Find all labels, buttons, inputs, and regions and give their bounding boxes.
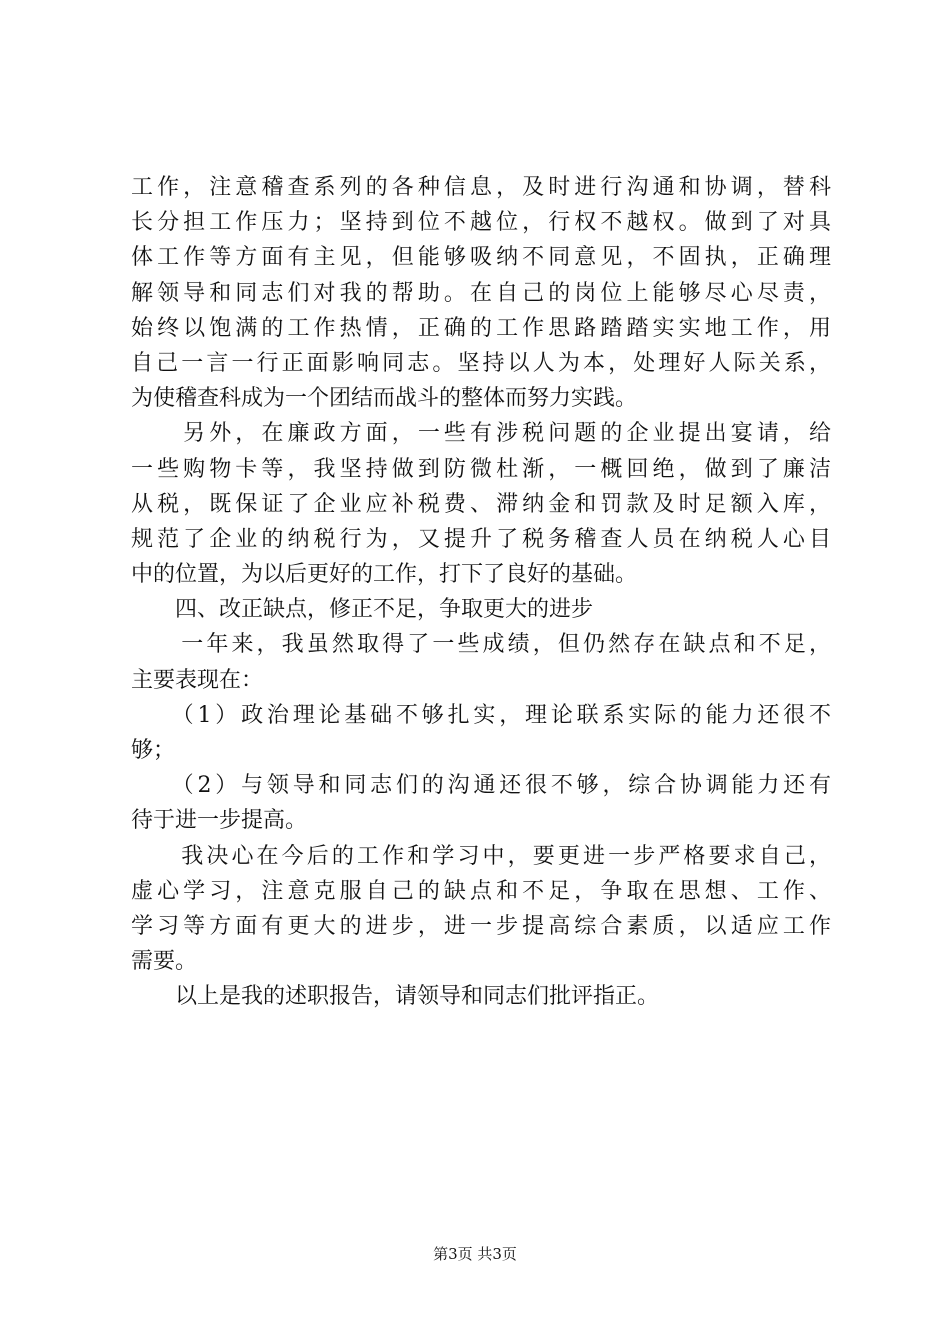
text-line: 体工作等方面有主见，但能够吸纳不同意见，不固执，正确理: [131, 245, 831, 271]
document-body: [131, 170, 831, 1015]
text-line: 够；: [131, 738, 176, 763]
text-line: 始终以饱满的工作热情，正确的工作思路踏踏实实地工作，用: [131, 315, 831, 341]
text-line: 以上是我的述职报告，请领导和同志们批评指正。: [131, 984, 660, 1010]
page-number-footer: 第3页 共3页: [433, 1245, 517, 1263]
text-line: 规范了企业的纳税行为，又提升了税务稽查人员在纳税人心目: [131, 526, 831, 552]
text-line: 长分担工作压力；坚持到位不越位，行权不越权。做到了对具: [131, 210, 831, 236]
text-line: 工作，注意稽查系列的各种信息，及时进行沟通和协调，替科: [131, 175, 831, 200]
text-line: 自己一言一行正面影响同志。坚持以人为本，处理好人际关系，: [131, 350, 831, 376]
text-line: （2）与领导和同志们的沟通还很不够，综合协调能力还有: [131, 773, 831, 799]
text-line: 虚心学习，注意克服自己的缺点和不足，争取在思想、工作、: [131, 878, 831, 904]
text-line: 从税，既保证了企业应补税费、滞纳金和罚款及时足额入库，: [131, 491, 831, 517]
text-line: 另外，在廉政方面，一些有涉税问题的企业提出宴请，给: [131, 421, 831, 447]
text-line: （1）政治理论基础不够扎实，理论联系实际的能力还很不: [131, 702, 831, 728]
text-line: 我决心在今后的工作和学习中，要更进一步严格要求自己，: [131, 843, 831, 869]
text-line: 解领导和同志们对我的帮助。在自己的岗位上能够尽心尽责，: [131, 280, 831, 306]
text-line: 需要。: [131, 949, 198, 975]
text-line: 一年来，我虽然取得了一些成绩，但仍然存在缺点和不足，: [131, 632, 831, 658]
text-line: 一些购物卡等，我坚持做到防微杜渐，一概回绝，做到了廉洁: [131, 456, 831, 482]
text-line: 待于进一步提高。: [131, 808, 308, 834]
text-line: 主要表现在：: [131, 667, 264, 693]
text-line: 中的位置，为以后更好的工作，打下了良好的基础。: [131, 562, 638, 588]
text-line: 学习等方面有更大的进步，进一步提高综合素质，以适应工作: [131, 913, 831, 939]
text-line: 四、改正缺点，修正不足，争取更大的进步: [131, 597, 594, 623]
text-line: 为使稽查科成为一个团结而战斗的整体而努力实践。: [131, 386, 638, 412]
